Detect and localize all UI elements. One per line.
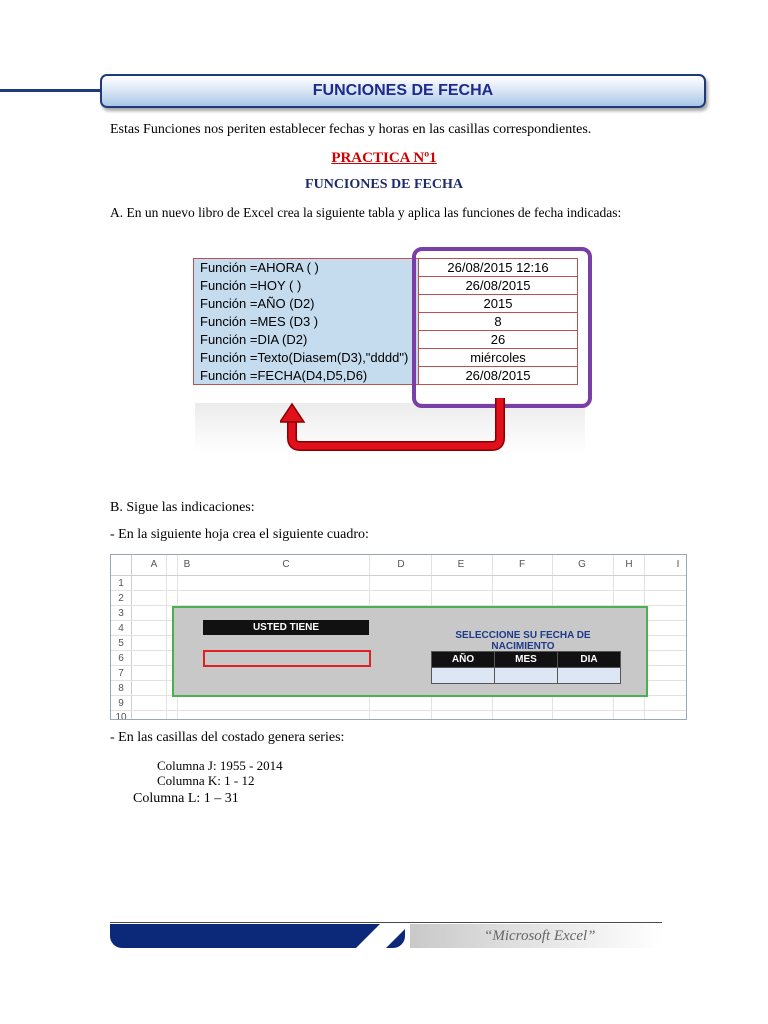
step1-text: - En la siguiente hoja crea el siguiente cuadro:: [110, 527, 369, 542]
function-value: miércoles: [419, 349, 578, 367]
function-value: 26: [419, 331, 578, 349]
age-result-cell[interactable]: [203, 650, 371, 667]
footer-text: “Microsoft Excel”: [484, 928, 596, 944]
header-accent-line: [0, 89, 104, 92]
birthdate-prompt: SELECCIONE SU FECHA DE NACIMIENTO: [455, 630, 591, 652]
series-k-text: Columna K: 1 - 12: [157, 773, 255, 788]
month-header: MES: [495, 652, 558, 668]
day-cell[interactable]: [558, 668, 621, 684]
row-header: 10: [115, 712, 127, 720]
month-cell[interactable]: [495, 668, 558, 684]
row-header: 7: [118, 668, 124, 679]
function-label: Función =Texto(Diasem(D3),"dddd"): [194, 349, 419, 367]
function-label: Función =HOY ( ): [194, 277, 419, 295]
page-title: FUNCIONES DE FECHA: [100, 74, 706, 108]
column-header: C: [282, 559, 290, 570]
row-header: 5: [118, 638, 124, 649]
column-header: A: [150, 559, 158, 570]
row-header: 3: [118, 608, 124, 619]
function-value: 26/08/2015: [419, 277, 578, 295]
column-header: H: [625, 559, 633, 570]
step2-text: - En las casillas del costado genera series:: [110, 730, 345, 745]
column-header: B: [183, 559, 191, 570]
function-label: Función =DIA (D2): [194, 331, 419, 349]
intro-text: Estas Funciones nos periten establecer fechas y horas en las casillas correspondientes.: [110, 122, 592, 137]
function-value: 2015: [419, 295, 578, 313]
day-header: DIA: [558, 652, 621, 668]
row-header: 4: [118, 623, 124, 634]
column-header: E: [457, 559, 465, 570]
section-b-text: B. Sigue las indicaciones:: [110, 500, 255, 515]
function-label: Función =MES (D3 ): [194, 313, 419, 331]
series-l-text: Columna L: 1 – 31: [133, 791, 239, 806]
section-a-text: A. En un nuevo libro de Excel crea la siguiente tabla y aplica las funciones de fecha indicadas:: [110, 205, 622, 220]
row-header: 9: [118, 698, 124, 709]
excel-sheet: [110, 554, 687, 720]
function-label: Función =AHORA ( ): [194, 259, 419, 277]
row-header: 1: [118, 578, 124, 589]
usted-tiene-label: USTED TIENE: [203, 620, 369, 635]
row-header: 2: [118, 593, 124, 604]
footer-line: [110, 922, 662, 923]
row-header: 6: [118, 653, 124, 664]
results-highlight-frame: [412, 247, 592, 408]
function-value: 26/08/2015 12:16: [419, 259, 578, 277]
column-header: F: [518, 559, 526, 570]
year-cell[interactable]: [432, 668, 495, 684]
function-label: Función =AÑO (D2): [194, 295, 419, 313]
function-label: Función =FECHA(D4,D5,D6): [194, 367, 419, 385]
section-subtitle: FUNCIONES DE FECHA: [305, 177, 463, 192]
column-header: D: [397, 559, 405, 570]
practica-title: PRACTICA Nº1: [331, 150, 437, 166]
series-j-text: Columna J: 1955 - 2014: [157, 758, 283, 773]
birthdate-table: [431, 651, 621, 684]
row-header: 8: [118, 683, 124, 694]
function-value: 26/08/2015: [419, 367, 578, 385]
function-value: 8: [419, 313, 578, 331]
column-header: I: [676, 559, 680, 570]
column-header: G: [578, 559, 586, 570]
year-header: AÑO: [432, 652, 495, 668]
return-arrow-icon: [280, 398, 510, 454]
